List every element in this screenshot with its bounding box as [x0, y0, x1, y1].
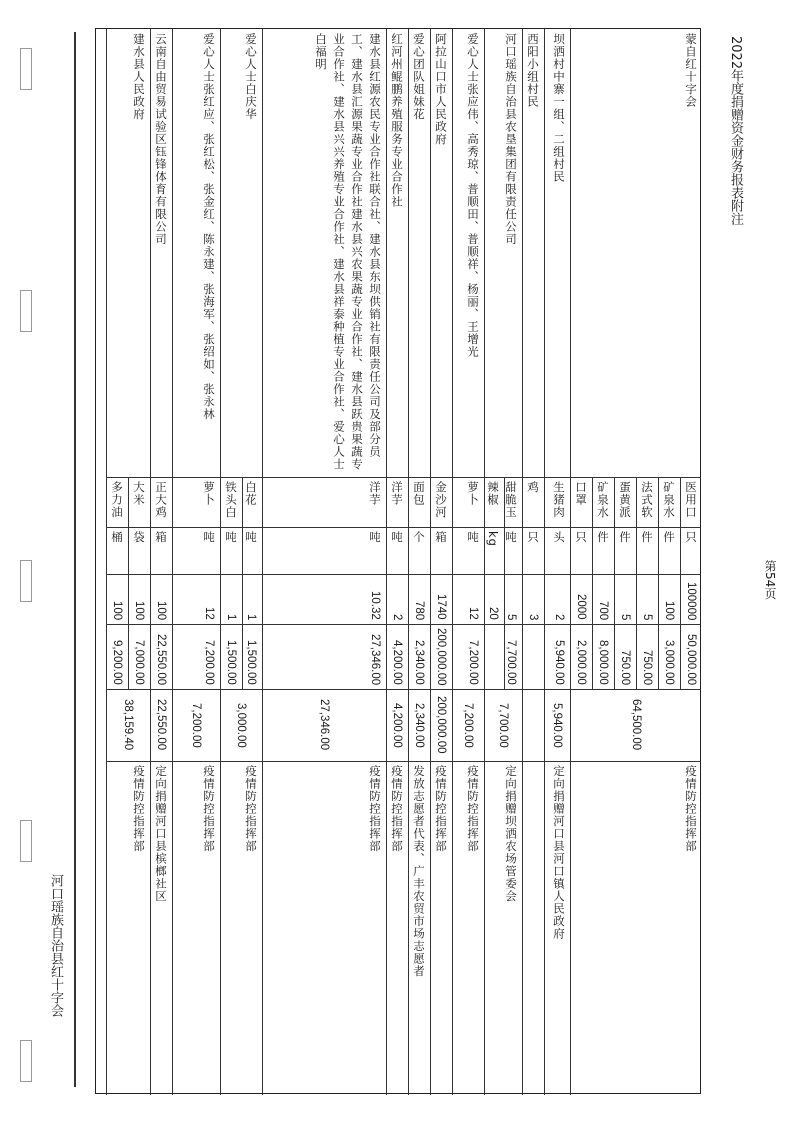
item-unit: 只 — [684, 531, 698, 544]
item-name: 洋芋 — [390, 481, 404, 506]
item-name: 矿泉水 — [596, 481, 610, 519]
item-amount: 5,940.00 — [553, 640, 565, 685]
item-unit: 件 — [596, 531, 610, 544]
item-amount: 22,550.00 — [155, 633, 167, 685]
item-unit: 件 — [662, 531, 676, 544]
item-divider — [592, 477, 593, 689]
purpose: 疫情防控指挥部 — [368, 765, 382, 853]
item-amount — [484, 624, 504, 689]
row-total: 7,700.00 — [497, 702, 509, 748]
item-amount: 1,500.00 — [225, 640, 237, 685]
row-total — [522, 689, 544, 761]
purpose: 疫情防控指挥部 — [434, 765, 448, 853]
item-divider — [658, 477, 659, 689]
donor-name: 爱心团队姐妹花 — [412, 33, 426, 121]
item-amount: 7,200.00 — [467, 640, 479, 685]
item-name: 铁头白 — [224, 481, 238, 519]
item-qty: 2 — [391, 613, 403, 620]
item-name: 面包 — [412, 481, 426, 506]
item-amount: 7,000.00 — [133, 640, 145, 685]
field-divider — [106, 574, 700, 575]
row-total: 4,200.00 — [391, 702, 403, 748]
item-name: 口罩 — [574, 481, 588, 506]
item-name: 萝卜 — [466, 481, 480, 506]
item-qty: 100000 — [685, 581, 697, 620]
item-amount: 2,000.00 — [575, 640, 587, 685]
item-amount — [522, 624, 544, 689]
binding-mark — [20, 48, 32, 90]
purpose: 疫情防控指挥部 — [684, 765, 698, 853]
item-qty: 5 — [619, 613, 631, 620]
donor-name: 红河州鲲鹏养殖服务专业合作社 — [390, 33, 404, 208]
donor-name: 蒙自红十字会 — [684, 33, 698, 108]
item-divider — [680, 477, 681, 689]
item-qty: 5 — [505, 613, 517, 620]
purpose: 定向捐赠坝洒农场管委会 — [504, 765, 518, 903]
purpose: 发放志愿者代表、广丰农贸市场志愿者 — [412, 765, 426, 978]
field-divider — [106, 761, 700, 762]
binding-mark — [20, 290, 32, 332]
item-amount: 3,000.00 — [663, 640, 675, 685]
item-divider — [504, 477, 505, 689]
item-unit: 箱 — [154, 531, 168, 544]
donor-name: 爱心人士张应伟、高秀琼、普顺田、普顺祥、杨丽、王增光 — [466, 33, 480, 358]
item-qty: 2 — [553, 613, 565, 620]
item-qty: 2000 — [575, 594, 587, 620]
purpose: 疫情防控指挥部 — [244, 765, 258, 853]
item-divider — [614, 477, 615, 689]
item-qty: 780 — [413, 600, 425, 620]
item-unit: 吨 — [466, 531, 480, 544]
row-total: 7,200.00 — [190, 702, 202, 748]
page-number: 第54页 — [763, 560, 777, 600]
donor-name: 河口瑶族自治县农垦集团有限责任公司 — [504, 33, 518, 246]
item-qty: 12 — [467, 607, 479, 620]
item-amount: 200,000.00 — [435, 628, 447, 686]
item-divider — [242, 477, 243, 689]
item-qty: 100 — [133, 600, 145, 620]
purpose: 疫情防控指挥部 — [466, 765, 480, 853]
item-qty: 1740 — [435, 594, 447, 620]
purpose: 定向捐赠河口县河口镇人民政府 — [552, 765, 566, 940]
item-qty: 100 — [663, 600, 675, 620]
item-name: 蛋黄派 — [618, 481, 632, 519]
item-qty: 1 — [245, 613, 257, 620]
item-amount: 50,000.00 — [685, 633, 697, 685]
item-name: 矿泉水 — [662, 481, 676, 519]
item-qty: 3 — [527, 613, 539, 620]
item-amount: 8,000.00 — [597, 640, 609, 685]
donor-name: 云南自由贸易试验区钰锋体育有限公司 — [154, 33, 168, 246]
row-total: 38,159.40 — [122, 699, 134, 751]
org-header: 河口瑶族自治县红十字会 — [48, 874, 63, 1017]
item-qty: 700 — [597, 600, 609, 620]
item-name: 正大鸡 — [154, 481, 168, 519]
item-name: 大米 — [132, 481, 146, 506]
item-unit: 头 — [552, 531, 566, 544]
item-unit: kg — [486, 531, 500, 547]
item-amount: 750.00 — [641, 649, 653, 685]
field-divider — [106, 624, 700, 625]
item-unit: 桶 — [110, 531, 124, 544]
item-amount: 2,340.00 — [413, 640, 425, 685]
purpose — [522, 761, 544, 1095]
item-unit: 吨 — [368, 531, 382, 544]
item-unit: 吨 — [504, 531, 518, 544]
donor-name: 爱心人士白庆华 — [244, 33, 258, 121]
row-total: 2,340.00 — [413, 702, 425, 748]
item-unit: 袋 — [132, 531, 146, 544]
row-total: 3,000.00 — [235, 702, 247, 748]
item-qty: 5 — [641, 613, 653, 620]
item-name: 多力油 — [110, 481, 124, 519]
purpose: 定向捐赠河口县槟榔社区 — [154, 765, 168, 903]
item-divider — [128, 477, 129, 689]
item-qty: 1 — [225, 613, 237, 620]
doc-title: 2022年度捐赠资金财务报表附注 — [728, 36, 743, 226]
item-name: 白花 — [244, 481, 258, 506]
item-unit: 件 — [640, 531, 654, 544]
row-total: 27,346.00 — [318, 699, 330, 751]
row-total: 22,550.00 — [155, 699, 167, 751]
purpose: 疫情防控指挥部 — [202, 765, 216, 853]
item-name: 医用口 — [684, 481, 698, 519]
item-name: 萝卜 — [202, 481, 216, 506]
purpose: 疫情防控指挥部 — [390, 765, 404, 853]
item-name: 洋芋 — [368, 481, 382, 506]
item-amount: 7,200.00 — [203, 640, 215, 685]
item-amount: 27,346.00 — [369, 633, 381, 685]
item-name: 生猪肉 — [552, 481, 566, 519]
item-unit: 吨 — [390, 531, 404, 544]
item-unit: 只 — [526, 531, 540, 544]
field-divider — [106, 527, 700, 528]
field-divider — [106, 477, 700, 478]
header-rule — [74, 32, 76, 1087]
donor-name: 西阳小组村民 — [526, 33, 540, 108]
item-divider — [636, 477, 637, 689]
item-unit: 吨 — [244, 531, 258, 544]
item-name: 辣椒 — [486, 481, 500, 506]
item-amount: 9,200.00 — [111, 640, 123, 685]
binding-mark — [20, 1040, 32, 1082]
item-qty: 20 — [487, 607, 499, 620]
item-unit: 吨 — [202, 531, 216, 544]
row-total: 200,000.00 — [435, 696, 447, 754]
item-amount: 7,700.00 — [505, 640, 517, 685]
item-qty: 100 — [155, 600, 167, 620]
item-name: 法式软 — [640, 481, 654, 519]
item-qty: 100 — [111, 600, 123, 620]
donor-name: 建水县红源农民专业合作社联合社、建水县东坝供销社有限责任公司及部分员工、建水县汇源果蔬专业合作社建水县兴农果蔬专业合作社、建水县跃贵果蔬专业合作社、建水县兴兴养殖专业合作社、建水县祥泰种植专业合作社、爱心人士白福明 — [314, 33, 382, 471]
row-total: 64,500.00 — [630, 699, 642, 751]
donor-name: 坝洒村中寨一组、二组村民 — [552, 33, 566, 183]
item-qty: 12 — [203, 607, 215, 620]
item-amount: 1,500.00 — [245, 640, 257, 685]
donor-name: 建水县人民政府 — [132, 33, 146, 121]
item-unit: 件 — [618, 531, 632, 544]
item-unit: 箱 — [434, 531, 448, 544]
item-name: 鸡 — [526, 481, 540, 494]
donor-name: 爱心人士张红应、张红松、张金红、陈永建、张海军、张绍如、张永林 — [202, 33, 216, 421]
item-amount: 750.00 — [619, 649, 631, 685]
donor-name: 阿拉山口市人民政府 — [434, 33, 448, 146]
item-qty: 10.32 — [369, 591, 381, 620]
purpose: 疫情防控指挥部 — [132, 765, 146, 853]
binding-mark — [20, 560, 32, 602]
item-name: 金沙河 — [434, 481, 448, 519]
row-total: 7,200.00 — [462, 702, 474, 748]
binding-mark — [20, 820, 32, 862]
item-unit: 只 — [574, 531, 588, 544]
item-name: 甜脆玉 — [504, 481, 518, 519]
field-divider — [106, 689, 700, 690]
row-total: 5,940.00 — [551, 702, 563, 748]
item-unit: 吨 — [224, 531, 238, 544]
item-amount: 4,200.00 — [391, 640, 403, 685]
donation-table — [95, 28, 701, 1094]
item-unit: 个 — [412, 531, 426, 544]
